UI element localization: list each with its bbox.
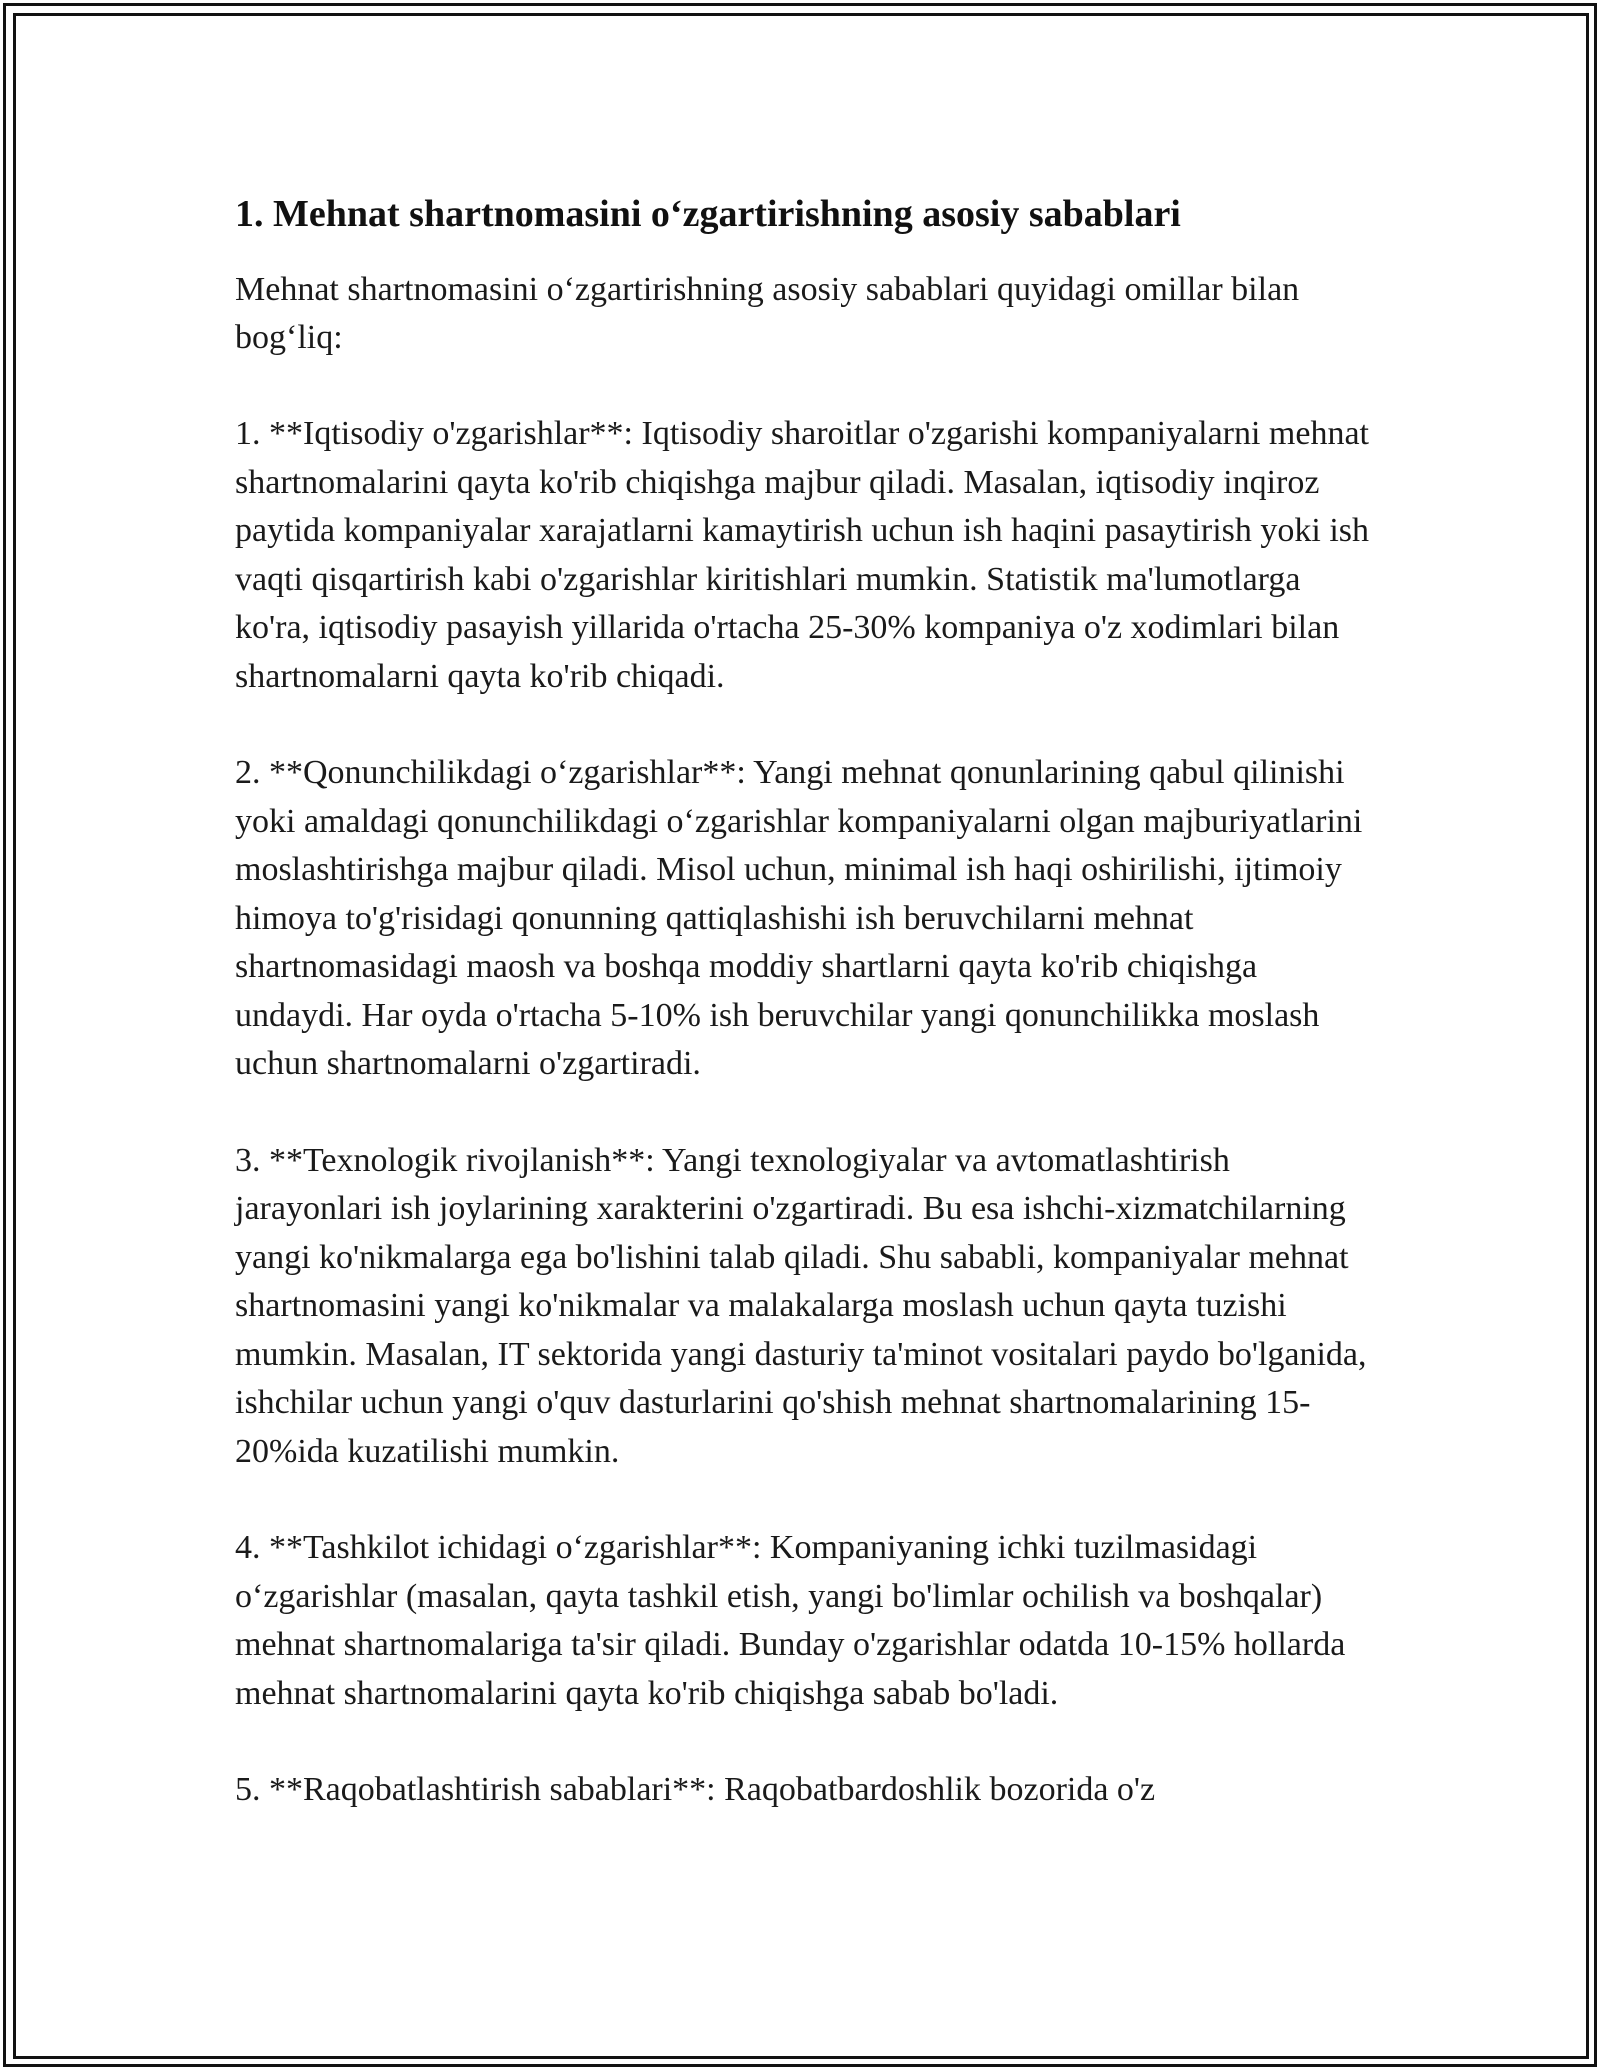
list-item-competition-reasons: 5. **Raqobatlashtirish sabablari**: Raqobatbardoshlik bozorida o'z (235, 1771, 1156, 1808)
list-item-technological-development: 3. **Texnologik rivojlanish**: Yangi texnologiyalar va avtomatlashtirish jarayonlari ish joylarining xarakterini o'zgartiradi. Bu esa ishchi-xizmatchilarning yangi ko'nikmalarga ega bo'lishini talab qiladi. Shu sababli, kompaniyalar mehnat shartnomasini yangi ko'nikmalar va malakalarga moslash uchun qayta tuzishi mumkin. Masalan, IT sektorida yangi dasturiy ta'minot vositalari paydo bo'lganida, ishchilar uchun yangi o'quv dasturlarini qo'shish mehnat shartnomalarining 15-20%ida kuzatilishi mumkin. (235, 1141, 1367, 1470)
list-item-legislative-changes: 2. **Qonunchilikdagi o‘zgarishlar**: Yangi mehnat qonunlarining qabul qilinishi yoki amaldagi qonunchilikdagi o‘zgarishlar kompaniyalarni olgan majburiyatlarini moslashtirishga majbur qiladi. Misol uchun, minimal ish haqi oshirilishi, ijtimoiy himoya to'g'risidagi qonunning qattiqlashishi ish beruvchilarni mehnat shartnomasidagi maosh va boshqa moddiy shartlarni qayta ko'rib chiqishga undaydi. Har oyda o'rtacha 5-10% ish beruvchilar yangi qonunchilikka moslash uchun shartnomalarni o'zgartiradi. (235, 754, 1363, 1082)
list-item-organizational-changes: 4. **Tashkilot ichidagi o‘zgarishlar**: Kompaniyaning ichki tuzilmasidagi o‘zgarishlar (masalan, qayta tashkil etish, yangi bo'limlar ochilish va boshqalar) mehnat shartnomalariga ta'sir qiladi. Bunday o'zgarishlar odatda 10-15% hollarda mehnat shartnomalarini qayta ko'rib chiqishga sabab bo'ladi. (235, 1529, 1346, 1712)
document-page (235, 188, 1380, 1815)
list-item-economic-changes: 1. **Iqtisodiy o'zgarishlar**: Iqtisodiy sharoitlar o'zgarishi kompaniyalarni mehnat shartnomalarini qayta ko'rib chiqishga majbur qiladi. Masalan, iqtisodiy inqiroz paytida kompaniyalar xarajatlarni kamaytirish uchun ish haqini pasaytirish yoki ish vaqti qisqartirish kabi o'zgarishlar kiritishlari mumkin. Statistik ma'lumotlarga ko'ra, iqtisodiy pasayish yillarida o'rtacha 25-30% kompaniya o'z xodimlari bilan shartnomalarni qayta ko'rib chiqadi. (235, 415, 1370, 695)
section-heading: 1. Mehnat shartnomasini o‘zgartirishning asosiy sabablari (235, 193, 1181, 235)
intro-paragraph: Mehnat shartnomasini o‘zgartirishning asosiy sabablari quyidagi omillar bilan bog‘liq: (235, 271, 1300, 356)
